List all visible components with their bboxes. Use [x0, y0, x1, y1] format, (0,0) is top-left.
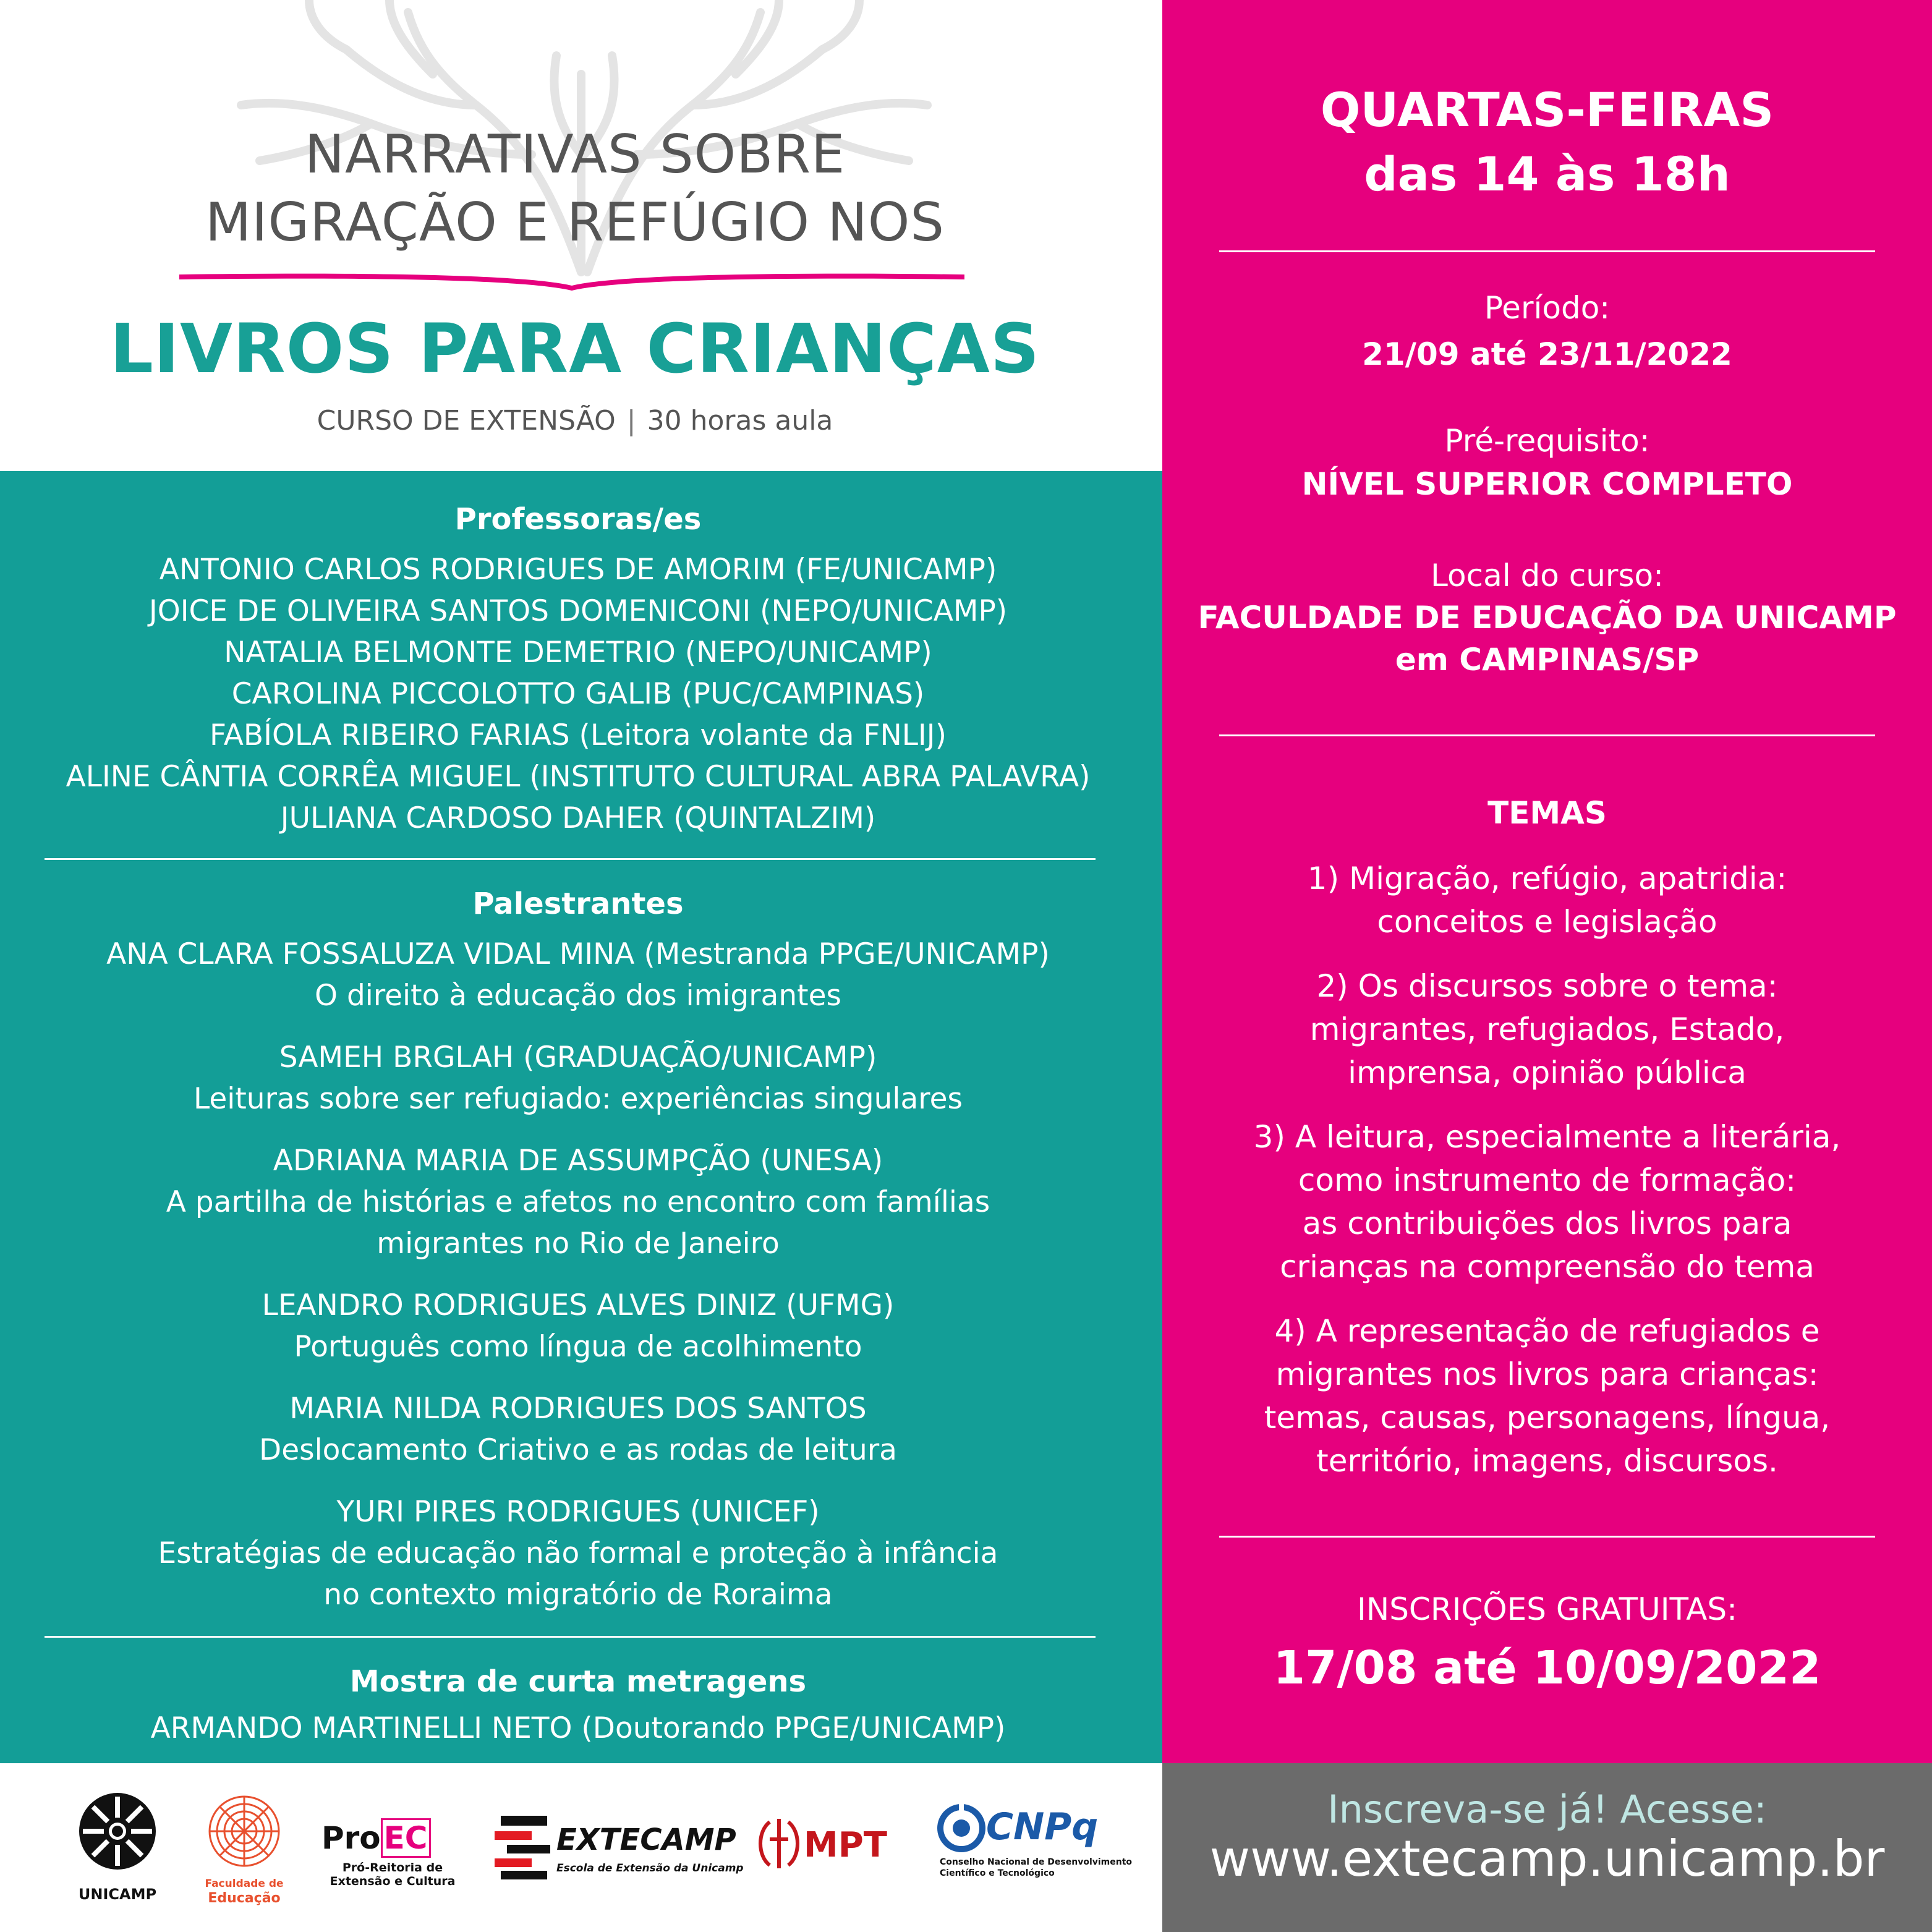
inscricoes-dates: 17/08 até 10/09/2022 [1273, 1641, 1821, 1695]
extecamp-label: EXTECAMP [556, 1823, 736, 1857]
schedule-hours: das 14 às 18h [1364, 147, 1730, 202]
subtitle-course-type: CURSO DE EXTENSÃO [317, 405, 616, 436]
extecamp-logo-icon [495, 1813, 550, 1881]
divider [1219, 1536, 1875, 1538]
header [0, 0, 1162, 471]
extecamp-sub: Escola de Extensão da Unicamp [556, 1862, 744, 1875]
professor-item: ANTONIO CARLOS RODRIGUES DE AMORIM (FE/UNICAMP) [159, 553, 997, 587]
theme-line: imprensa, opinião pública [1348, 1055, 1747, 1091]
fe-label-2: Educação [208, 1891, 281, 1906]
speaker-name: LEANDRO RODRIGUES ALVES DINIZ (UFMG) [262, 1288, 895, 1322]
speaker-name: SAMEH BRGLAH (GRADUAÇÃO/UNICAMP) [279, 1040, 877, 1075]
speaker-name: MARIA NILDA RODRIGUES DOS SANTOS [289, 1392, 867, 1426]
theme-line: crianças na compreensão do tema [1280, 1249, 1815, 1285]
theme-line: as contribuições dos livros para [1302, 1206, 1792, 1241]
local-value: FACULDADE DE EDUCAÇÃO DA UNICAMP [1198, 600, 1897, 636]
speaker-name: ADRIANA MARIA DE ASSUMPÇÃO (UNESA) [273, 1144, 883, 1178]
divider [1219, 734, 1875, 736]
title-line-2: MIGRAÇÃO E REFÚGIO NOS [205, 192, 945, 253]
professor-item: CAROLINA PICCOLOTTO GALIB (PUC/CAMPINAS) [231, 677, 925, 711]
cnpq-sub-1: Conselho Nacional de Desenvolvimento [940, 1857, 1133, 1867]
subtitle [0, 405, 1150, 436]
theme-line: migrantes, refugiados, Estado, [1309, 1011, 1785, 1047]
period-value: 21/09 até 23/11/2022 [1362, 336, 1732, 372]
professor-item: JULIANA CARDOSO DAHER (QUINTALZIM) [280, 801, 876, 835]
schedule-days: QUARTAS-FEIRAS [1320, 82, 1774, 137]
subtitle-separator: | [626, 405, 636, 436]
speaker-talk: Deslocamento Criativo e as rodas de leitura [259, 1433, 897, 1467]
divider [45, 1636, 1096, 1638]
proec-sub-2: Extensão e Cultura [330, 1875, 456, 1888]
speaker-talk: migrantes no Rio de Janeiro [377, 1227, 780, 1261]
theme-line: como instrumento de formação: [1298, 1162, 1797, 1198]
cnpq-sub-2: Científico e Tecnológico [940, 1868, 1055, 1878]
speaker-talk: Estratégias de educação não formal e proteção à infância [158, 1536, 998, 1570]
professor-item: FABÍOLA RIBEIRO FARIAS (Leitora volante da FNLIJ) [210, 718, 947, 752]
theme-line: migrantes nos livros para crianças: [1275, 1356, 1819, 1392]
speaker-talk: A partilha de histórias e afetos no encontro com famílias [166, 1185, 990, 1219]
mpt-logo-icon [751, 1813, 807, 1875]
proec-sub-1: Pró-Reitoria de [342, 1861, 443, 1875]
theme-line: território, imagens, discursos. [1316, 1443, 1778, 1479]
title-line-3: LIVROS PARA CRIANÇAS [109, 309, 1040, 388]
speaker-talk: no contexto migratório de Roraima [323, 1578, 833, 1612]
faculdade-educacao-logo-icon [204, 1788, 284, 1875]
theme-line: 2) Os discursos sobre o tema: [1316, 968, 1778, 1004]
subtitle-hours: 30 horas aula [647, 405, 833, 436]
proec-logo [321, 1820, 431, 1856]
book-divider [179, 266, 964, 291]
speaker-talk: Português como língua de acolhimento [294, 1330, 862, 1364]
proec-ec: EC [381, 1818, 431, 1858]
speakers-panel [0, 471, 1162, 1763]
speaker-name: ANA CLARA FOSSALUZA VIDAL MINA (Mestranda PPGE/UNICAMP) [106, 937, 1050, 971]
professor-item: ALINE CÂNTIA CORRÊA MIGUEL (INSTITUTO CULTURAL ABRA PALAVRA) [66, 760, 1091, 794]
proec-pro: Pro [321, 1820, 381, 1856]
cnpq-logo-icon [937, 1803, 986, 1853]
theme-line: 4) A representação de refugiados e [1274, 1313, 1820, 1349]
mostra-item: ARMANDO MARTINELLI NETO (Doutorando PPGE/UNICAMP) [150, 1711, 1006, 1745]
local-value: em CAMPINAS/SP [1395, 642, 1700, 678]
mostra-title: Mostra de curta metragens [349, 1664, 807, 1699]
prereq-label: Pré-requisito: [1444, 423, 1650, 459]
professores-title: Professoras/es [454, 502, 702, 537]
theme-line: conceitos e legislação [1377, 904, 1717, 940]
theme-line: temas, causas, personagens, língua, [1264, 1400, 1831, 1436]
professor-item: NATALIA BELMONTE DEMETRIO (NEPO/UNICAMP) [224, 636, 932, 670]
info-panel [1162, 0, 1932, 1763]
theme-line: 1) Migração, refúgio, apatridia: [1307, 861, 1787, 896]
cnpq-label: CNPq [986, 1805, 1099, 1849]
inscricoes-label: INSCRIÇÕES GRATUITAS: [1357, 1591, 1737, 1627]
cta-text: Inscreva-se já! Acesse: [1327, 1787, 1767, 1832]
theme-line: 3) A leitura, especialmente a literária, [1253, 1119, 1841, 1155]
professor-item: JOICE DE OLIVEIRA SANTOS DOMENICONI (NEPO/UNICAMP) [148, 594, 1008, 628]
unicamp-label: UNICAMP [78, 1886, 157, 1903]
unicamp-logo-icon [74, 1788, 161, 1881]
prereq-value: NÍVEL SUPERIOR COMPLETO [1301, 466, 1793, 502]
divider [1219, 250, 1875, 252]
speaker-talk: O direito à educação dos imigrantes [315, 979, 841, 1013]
speaker-talk: Leituras sobre ser refugiado: experiências singulares [194, 1082, 963, 1116]
sponsor-logos [0, 1763, 1162, 1932]
divider [45, 858, 1096, 860]
palestrantes-title: Palestrantes [472, 887, 684, 921]
registration-link[interactable]: www.extecamp.unicamp.br [1209, 1830, 1885, 1887]
speaker-name: YURI PIRES RODRIGUES (UNICEF) [336, 1495, 820, 1529]
fe-label-1: Faculdade de [205, 1878, 284, 1890]
title-line-1: NARRATIVAS SOBRE [304, 124, 846, 185]
period-label: Período: [1484, 290, 1611, 326]
mpt-label: MPT [804, 1825, 887, 1865]
temas-title: TEMAS [1487, 795, 1607, 831]
local-label: Local do curso: [1431, 558, 1664, 594]
